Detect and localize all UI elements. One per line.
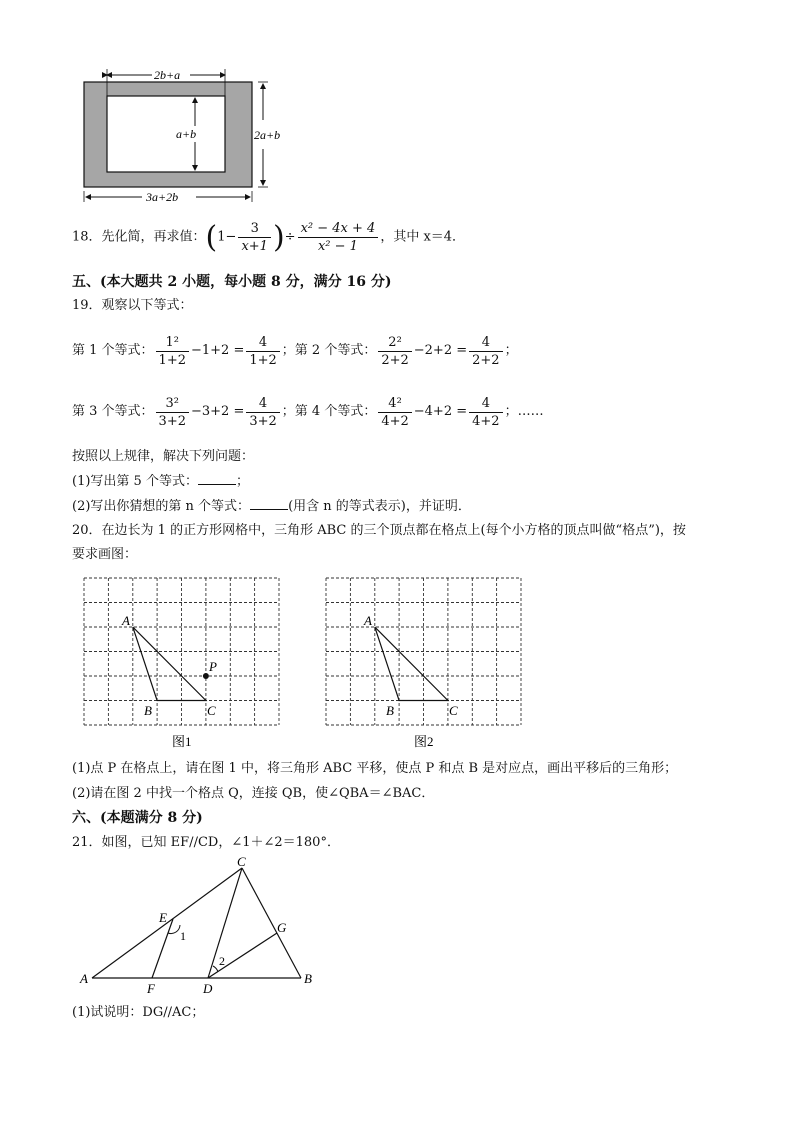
label-c-1: C	[207, 703, 216, 718]
q19-eq4-fraction	[378, 395, 411, 430]
q19-intro: 19．观察以下等式：	[72, 298, 193, 313]
q18-one: 1	[217, 229, 226, 245]
q19-p1-text: (1)写出第 5 个等式：	[72, 474, 198, 489]
label-F: F	[147, 981, 155, 996]
grid-figure-1	[80, 575, 285, 755]
label-D: D	[203, 981, 213, 996]
q18-f1-numerator: 3	[238, 220, 271, 238]
q18-f2-denominator: x² − 1	[317, 239, 358, 254]
triangle-abc-2	[375, 627, 448, 701]
q19-eq3-label: 第 3 个等式：	[72, 404, 154, 419]
right-dimension-label: 2a+b	[254, 128, 281, 142]
q19-eq3-mid: −3+2 =	[190, 404, 245, 419]
q19-eq4-rden: 4+2	[472, 413, 500, 429]
q19-end2: ；……	[504, 404, 544, 419]
label-B: B	[304, 971, 312, 986]
q19-eq1-rnum: 4	[246, 334, 279, 352]
q19-end1: ；	[504, 343, 518, 358]
fig2-caption: 图2	[414, 734, 434, 749]
label-E: E	[159, 910, 167, 925]
label-G: G	[277, 920, 287, 935]
inner-rectangle	[107, 96, 225, 172]
q19-eq1-fraction	[156, 334, 189, 369]
bottom-dimension-label: 3a+2b	[146, 190, 179, 204]
label-A: A	[80, 971, 88, 986]
q19-eq1-mid: −1+2 =	[190, 343, 245, 358]
q19-eq2-rden: 2+2	[472, 352, 500, 368]
q19-eq2-rnum: 4	[469, 334, 502, 352]
inner-dimension-label: a+b	[176, 127, 197, 141]
q21-figure	[76, 856, 326, 996]
q19-eq1-den: 1+2	[158, 352, 186, 368]
q18-prefix: 18．先化简，再求值：	[72, 229, 206, 245]
q19-eq3-rden: 3+2	[249, 413, 277, 429]
q19-p1-end: ；	[235, 474, 249, 489]
q19-eq1-label: 第 1 个等式：	[72, 343, 154, 358]
q19-equations-row-1	[72, 333, 518, 370]
label-angle-2: 2	[219, 954, 225, 968]
q18-f2-numerator: x² − 4x + 4	[298, 220, 379, 238]
q18-f1-denominator: x+1	[241, 239, 268, 254]
q20-line-2: 要求画图：	[72, 547, 138, 562]
grid-figure-2	[322, 575, 527, 755]
q19-p2-end: (用含 n 的等式表示)，并证明．	[288, 499, 471, 514]
grid-lines-2	[326, 578, 521, 725]
label-a-1: A	[122, 613, 130, 628]
q18-fraction-1	[238, 220, 271, 255]
q19-p2-answer-blank[interactable]	[250, 497, 288, 510]
point-p	[203, 673, 209, 679]
segment-cb	[242, 868, 301, 978]
q19-eq2-mid: −2+2 =	[413, 343, 468, 358]
q18-minus: −	[225, 229, 237, 245]
q19-eq2-den: 2+2	[381, 352, 409, 368]
label-C: C	[237, 856, 246, 869]
q19-eq4-den: 4+2	[381, 413, 409, 429]
q19-p2-text: (2)写出你猜想的第 n 个等式：	[72, 499, 251, 514]
q19-eq3-den: 3+2	[158, 413, 186, 429]
q20-line-1: 20．在边长为 1 的正方形网格中，三角形 ABC 的三个顶点都在格点上(每个小方格的顶点叫做“格点”)，按	[72, 523, 686, 538]
label-b-1: B	[144, 703, 152, 718]
q21-stem: 21．如图，已知 EF//CD，∠1＋∠2＝180°．	[72, 835, 340, 850]
segment-ef	[152, 919, 173, 978]
frame-figure	[72, 62, 302, 212]
q18-divide: ÷	[284, 229, 296, 245]
q19-eq3-fraction	[156, 395, 189, 430]
q19-eq1-result	[246, 334, 279, 369]
q19-eq2-result	[469, 334, 502, 369]
q19-eq2-fraction	[378, 334, 411, 369]
q19-p1-answer-blank[interactable]	[198, 472, 236, 485]
q19-eq4-result	[469, 395, 502, 430]
top-dimension-label: 2b+a	[154, 68, 181, 82]
q19-eq3-rnum: 4	[246, 395, 279, 413]
q19-rule: 按照以上规律，解决下列问题：	[72, 449, 255, 464]
angle-2-arc	[213, 966, 218, 972]
q18-suffix: ，其中 x＝4．	[380, 229, 466, 245]
q19-part-2	[72, 497, 471, 516]
q19-eq4-rnum: 4	[469, 395, 502, 413]
q19-eq3-num: 3²	[156, 395, 189, 413]
q19-part-1	[72, 472, 249, 491]
q19-sep1: ；第 2 个等式：	[281, 343, 377, 358]
section-6-title: 六、(本题满分 8 分)	[72, 810, 203, 826]
label-p: P	[209, 659, 217, 674]
q19-eq4-num: 4²	[378, 395, 411, 413]
q19-eq1-num: 1²	[156, 334, 189, 352]
q18-right-paren: )	[272, 219, 285, 255]
question-18	[72, 220, 465, 255]
q19-sep2: ；第 4 个等式：	[281, 404, 377, 419]
q20-task-2: (2)请在图 2 中找一个格点 Q，连接 QB，使∠QBA＝∠BAC．	[72, 786, 435, 801]
section-5-title: 五、(本大题共 2 小题，每小题 8 分，满分 16 分)	[72, 274, 392, 290]
segment-cd	[208, 868, 242, 978]
q19-eq4-mid: −4+2 =	[413, 404, 468, 419]
triangle-abc-1	[133, 627, 206, 701]
q18-left-paren: (	[205, 219, 218, 255]
q19-equations-row-2	[72, 394, 544, 431]
grid-lines-1	[84, 578, 279, 725]
q19-eq2-num: 2²	[378, 334, 411, 352]
label-c-2: C	[449, 703, 458, 718]
label-b-2: B	[386, 703, 394, 718]
q20-task-1: (1)点 P 在格点上，请在图 1 中，将三角形 ABC 平移，使点 P 和点 B 是对应点，画出平移后的三角形；	[72, 761, 678, 776]
q18-fraction-2	[298, 220, 379, 255]
q19-eq3-result	[246, 395, 279, 430]
label-a-2: A	[364, 613, 372, 628]
q21-task-1: (1)试说明：DG//AC；	[72, 1005, 205, 1020]
fig1-caption: 图1	[172, 734, 192, 749]
label-angle-1: 1	[180, 929, 186, 943]
q19-eq1-rden: 1+2	[249, 352, 277, 368]
